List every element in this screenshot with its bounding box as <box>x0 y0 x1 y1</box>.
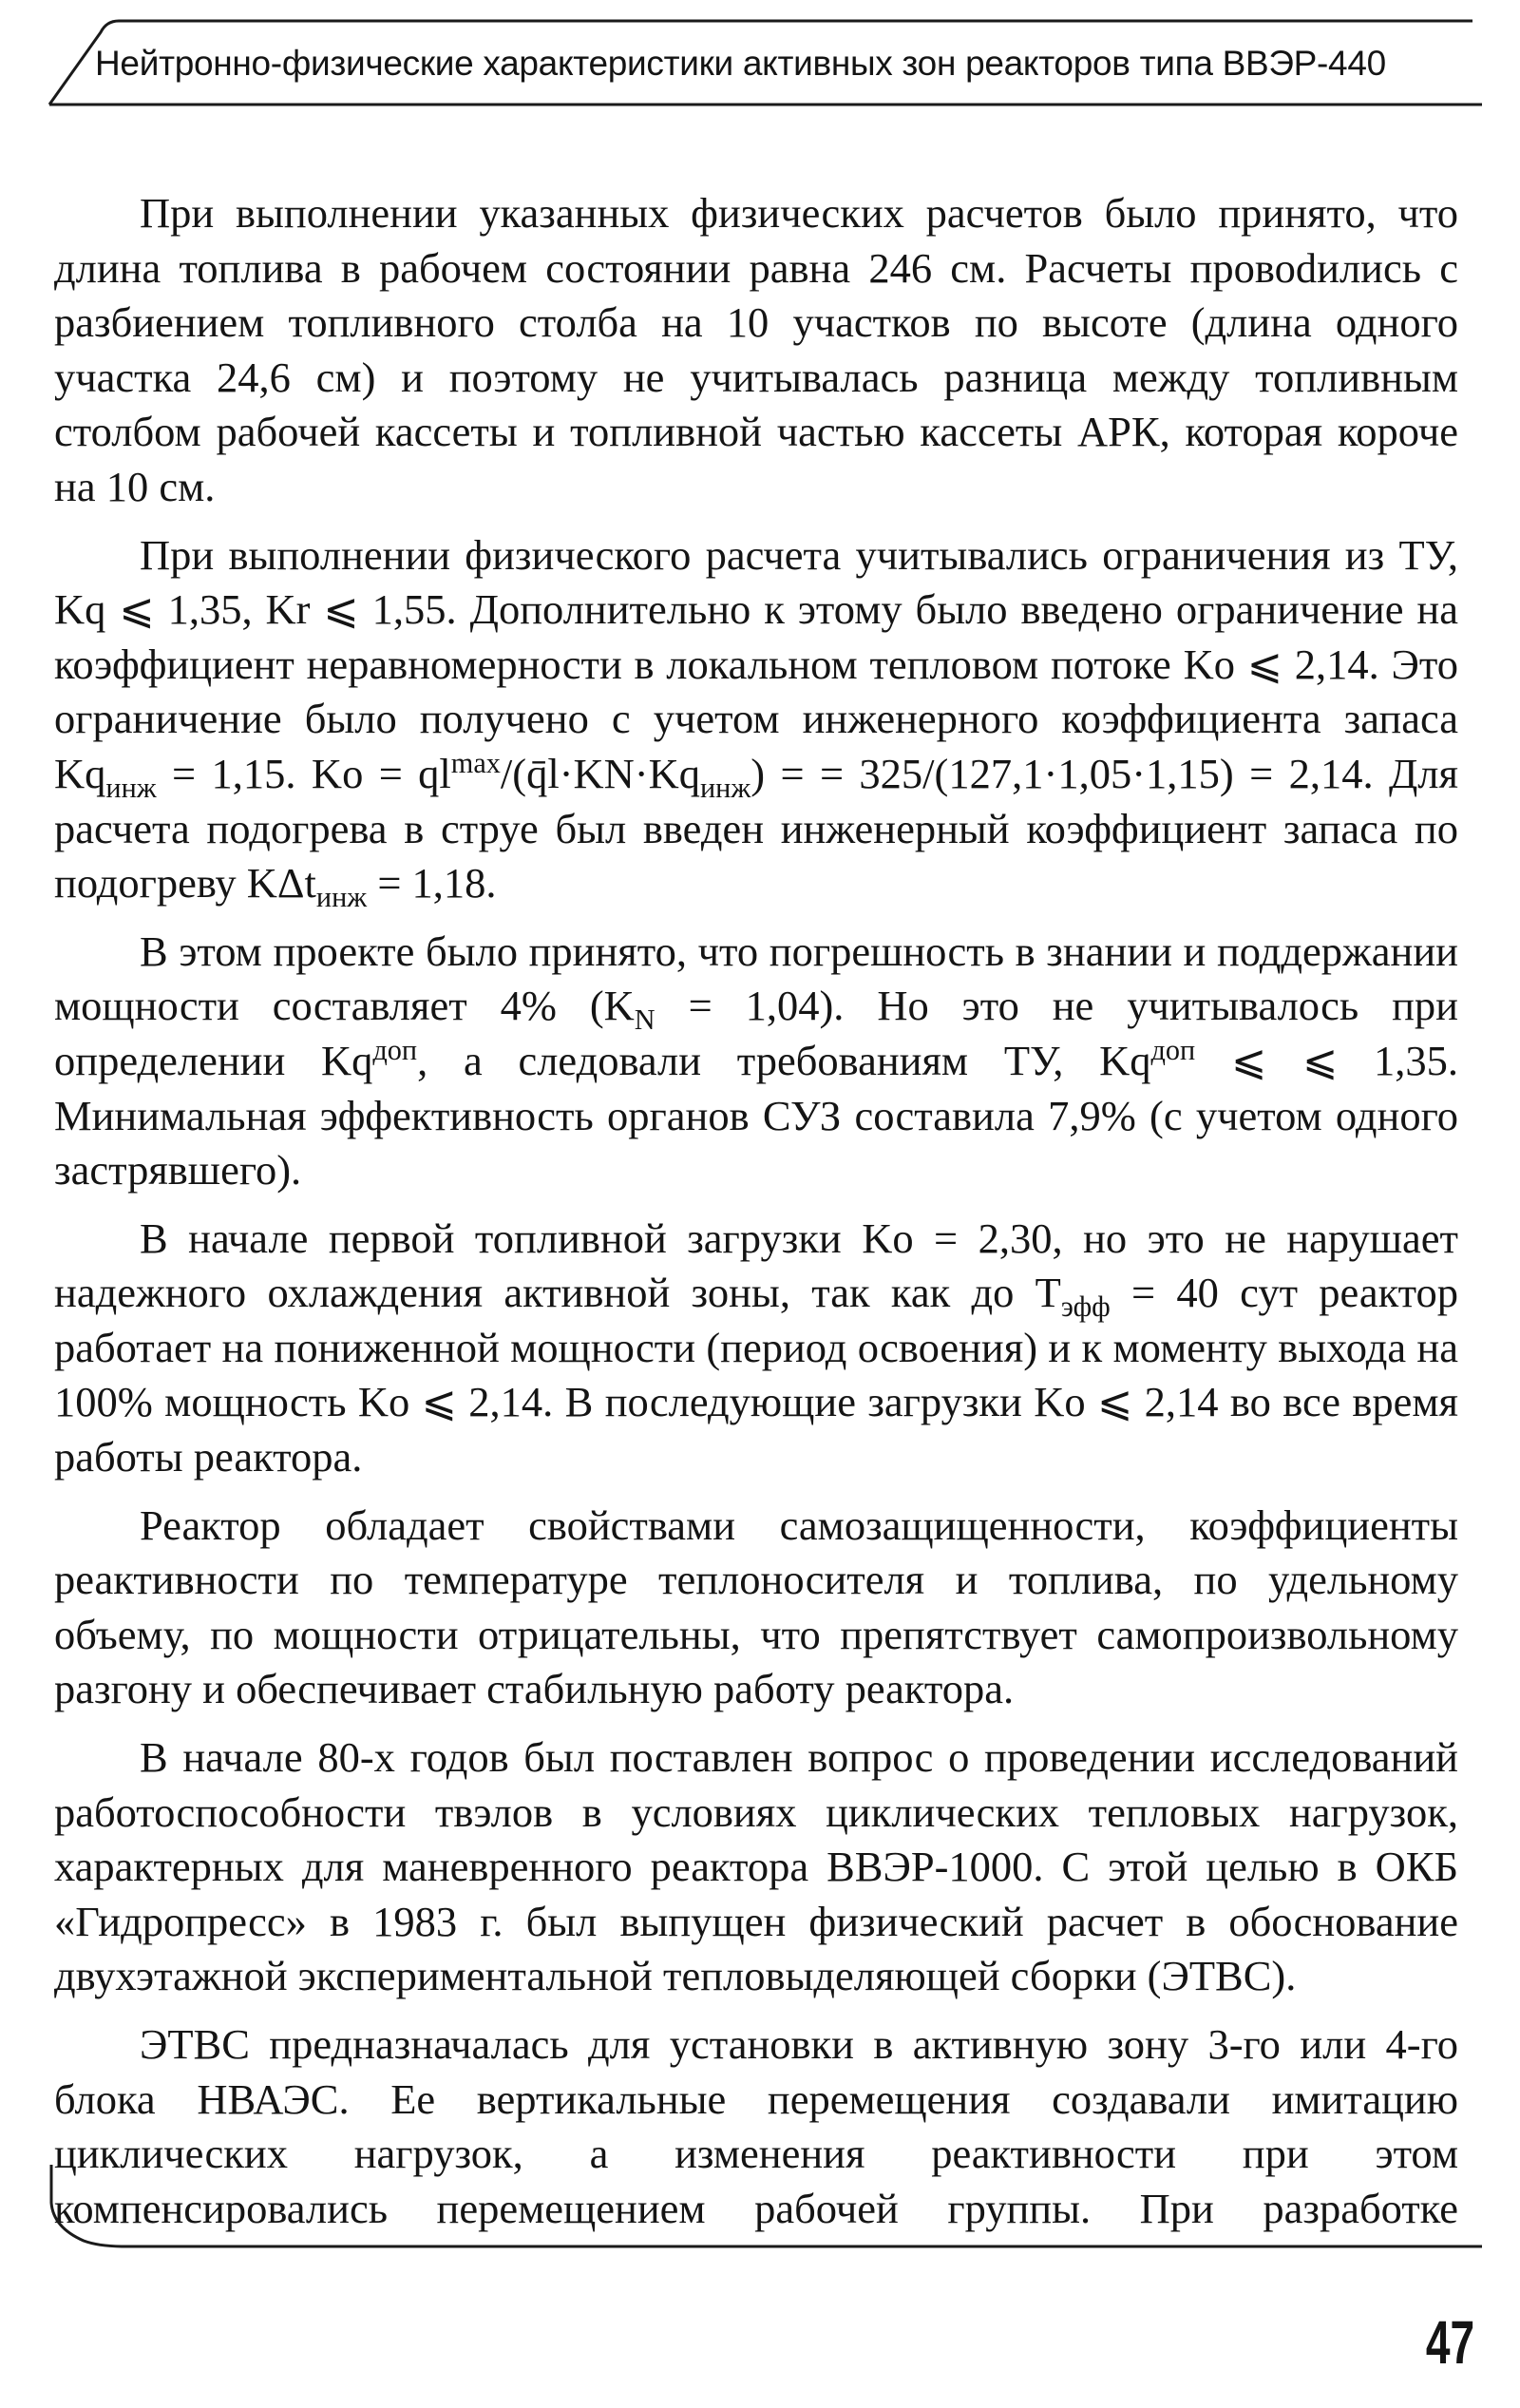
paragraph-2: При выполнении физического расчета учитывались ограничения из ТУ, Kq ⩽ 1,35, Kr ⩽ 1,55. Дополнительно к этому было введено ограничение на коэффициент неравномерности в локальном тепловом потоке Ko ⩽ 2,14. Это ограничение было получено с учетом инженерного коэффициента запаса $Kq_{инж} = 1,15$. $Ko = ql^{max}/(q̄l\cdot KN\cdot Kq_{инж})$ = = 325/(127,1·1,05·1,15) = 2,14. Для расчета подогрева в струе был введен инженерный коэффициент запаса по подогреву KΔt$_{инж}$ = 1,18. <box>54 530 1458 914</box>
footer-rule <box>49 2165 1484 2260</box>
superscript-dop: доп <box>372 1034 418 1067</box>
body-text <box>54 186 1458 2249</box>
subscript-inzh: инж <box>699 771 751 804</box>
subscript-inzh: инж <box>315 881 368 914</box>
superscript-dop: доп <box>1150 1034 1196 1067</box>
paragraph-4: В начале первой топливной загрузки Ko = 2,30, но это не нарушает надежного охлаждения активной зоны, так как до $T_{эфф} = 40$ сут реактор работает на пониженной мощности (период освоения) и к моменту выхода на 100% мощность Ko ⩽ 2,14. В последующие загрузки Ko ⩽ 2,14 во все время работы реактора. <box>54 1214 1458 1481</box>
paragraph-3: В этом проекте было принято, что погрешность в знании и поддержании мощности составляет 4% $(K_N = 1,04)$. Но это не учитывалось при определении $Kq^{доп}$, а следовали требованиям ТУ, $Kq^{доп}$ ⩽ ⩽ 1,35. Минимальная эффективность органов СУЗ составила 7,9% (с учетом одного застрявшего). <box>54 927 1458 1194</box>
running-head-title: Нейтронно-физические характеристики активных зон реакторов типа ВВЭР-440 <box>95 44 1386 83</box>
superscript-max: max <box>450 747 501 780</box>
page-number: 47 <box>1425 2308 1474 2377</box>
paragraph-1: При выполнении указанных физических расчетов было принято, что длина топлива в рабочем состоянии равна 246 см. Расчеты провоdились с разбиением топливного столба на 10 участков по высоте (длина одного участка 24,6 см) и поэтому не учитывалась разница между топливным столбом рабочей кассеты и топливной частью кассеты АРК, которая короче на 10 см. <box>54 189 1458 510</box>
paragraph-5: Реактор обладает свойствами самозащищенности, коэффициенты реактивности по температуре теплоносителя и топлива, по удельному объему, по мощности отрицательны, что препятствует самопроизвольному разгону и обеспечивает стабильную работу реактора. <box>54 1500 1458 1713</box>
subscript-n: N <box>634 1003 656 1037</box>
paragraph-7: ЭТВС предназначалась для установки в активную зону 3-го или 4-го блока НВАЭС. Ее вертикальные перемещения создавали имитацию циклических нагрузок, а изменения реактивности при этом компенсировались перемещением рабочей группы. При разработке <box>54 2020 1458 2232</box>
subscript-inzh: инж <box>105 771 157 804</box>
subscript-eff: эфф <box>1060 1290 1111 1324</box>
paragraph-6: В начале 80-х годов был поставлен вопрос о проведении исследований работоспособности твэлов в условиях циклических тепловых нагрузок, характерных для маневренного реактора ВВЭР-1000. С этой целью в ОКБ «Гидропресс» в 1983 г. был выпущен физический расчет в обоснование двухэтажной экспериментальной тепловыделяющей сборки (ЭТВС). <box>54 1733 1458 2000</box>
